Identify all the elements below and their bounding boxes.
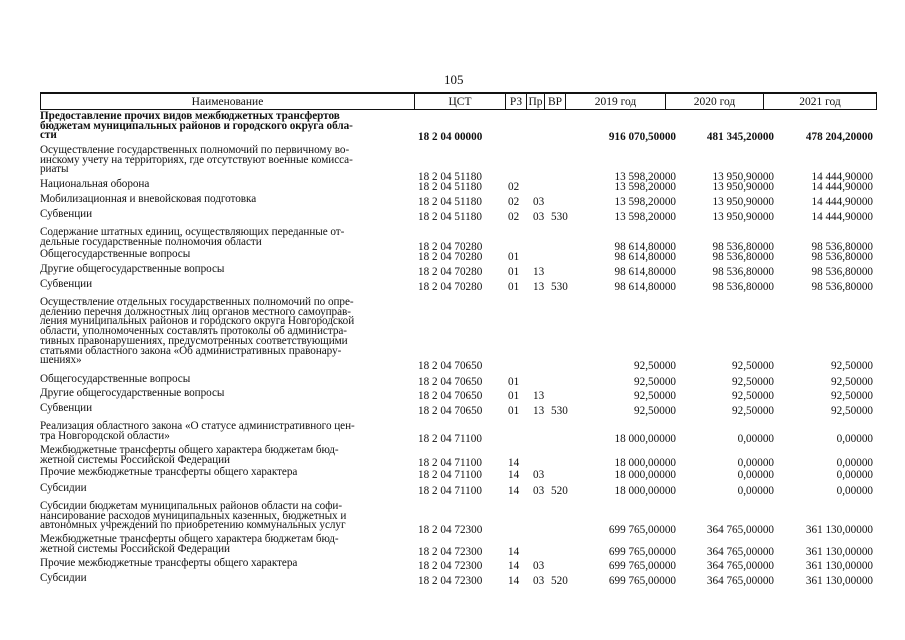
header-pr: Пр — [527, 93, 545, 110]
table-row — [40, 422, 876, 443]
row-rz: 01 — [508, 251, 520, 263]
row-year-2021: 92,50000 — [831, 390, 873, 402]
row-year-2020: 92,50000 — [732, 360, 774, 372]
row-year-2019: 699 765,00000 — [608, 560, 676, 572]
row-name: Субсидии — [40, 572, 87, 584]
row-year-2019: 699 765,00000 — [608, 546, 676, 558]
header-cst: ЦСТ — [415, 93, 506, 110]
row-year-2021: 98 536,80000 — [811, 251, 873, 263]
row-cst: 18 2 04 51180 — [418, 196, 482, 208]
row-year-2021: 92,50000 — [831, 376, 873, 388]
table-row — [40, 404, 876, 415]
row-name: Реализация областного закона «О статусе административного цен- тра Новгородской области» — [40, 420, 355, 442]
row-rz: 01 — [508, 390, 520, 402]
row-name: Предоставление прочих видов межбюджетных трансфертов бюджетам муниципальных районов и городского округа обла- сти — [40, 110, 353, 142]
row-cst: 18 2 04 70650 — [418, 376, 483, 388]
row-name: Другие общегосударственные вопросы — [40, 263, 225, 275]
row-rz: 14 — [508, 457, 520, 469]
row-cst: 18 2 04 70280 — [418, 241, 483, 253]
row-cst: 18 2 04 71100 — [418, 433, 482, 445]
row-cst: 18 2 04 70650 — [418, 405, 483, 417]
row-year-2021: 361 130,00000 — [805, 524, 873, 536]
row-pr: 03 — [533, 196, 545, 208]
header-name: Наименование — [41, 93, 415, 110]
row-rz: 14 — [508, 485, 520, 497]
row-pr: 03 — [533, 560, 545, 572]
header-rz: РЗ — [506, 93, 527, 110]
row-rz: 14 — [508, 560, 520, 572]
row-year-2020: 92,50000 — [732, 390, 774, 402]
row-cst: 18 2 04 72300 — [418, 524, 483, 536]
row-name: Прочие межбюджетные трансферты общего характера — [40, 557, 298, 569]
row-name: Субсидии бюджетам муниципальных районов области на софи- нансирование расходов муниципальных казенных, бюджетных и автономных учреждений по приобретению коммунальных услуг — [40, 500, 347, 532]
row-year-2020: 92,50000 — [732, 405, 774, 417]
row-pr: 03 — [533, 575, 545, 587]
row-year-2021: 361 130,00000 — [805, 575, 873, 587]
table-row — [40, 265, 876, 276]
row-cst: 18 2 04 70280 — [418, 281, 483, 293]
row-cst: 18 2 04 72300 — [418, 575, 483, 587]
row-rz: 14 — [508, 546, 520, 558]
row-rz: 14 — [508, 469, 520, 481]
row-name: Мобилизационная и вневойсковая подготовка — [40, 193, 257, 205]
row-year-2019: 18 000,00000 — [614, 457, 676, 469]
row-year-2021: 92,50000 — [831, 405, 873, 417]
row-year-2020: 13 950,90000 — [712, 171, 774, 183]
header-2021: 2021 год — [764, 93, 877, 110]
row-year-2020: 98 536,80000 — [712, 281, 774, 293]
row-rz: 02 — [508, 181, 520, 193]
row-year-2019: 18 000,00000 — [614, 433, 676, 445]
row-name: Субвенции — [40, 278, 93, 290]
row-year-2020: 481 345,20000 — [706, 131, 774, 143]
row-name: Общегосударственные вопросы — [40, 248, 191, 260]
row-cst: 18 2 04 51180 — [418, 211, 482, 223]
row-pr: 03 — [533, 211, 545, 223]
row-year-2020: 98 536,80000 — [712, 266, 774, 278]
table-row — [40, 446, 876, 467]
row-year-2021: 14 444,90000 — [811, 211, 873, 223]
row-cst: 18 2 04 72300 — [418, 546, 483, 558]
header-vr: ВР — [545, 93, 566, 110]
row-name: Общегосударственные вопросы — [40, 373, 191, 385]
table-row — [40, 389, 876, 400]
row-year-2019: 98 614,80000 — [614, 251, 676, 263]
row-cst: 18 2 04 71100 — [418, 469, 482, 481]
row-cst: 18 2 04 51180 — [418, 171, 482, 183]
row-year-2020: 98 536,80000 — [712, 251, 774, 263]
row-cst: 18 2 04 71100 — [418, 485, 482, 497]
row-year-2019: 18 000,00000 — [614, 469, 676, 481]
row-name: Другие общегосударственные вопросы — [40, 387, 225, 399]
row-cst: 18 2 04 70650 — [418, 360, 483, 372]
row-year-2020: 364 765,00000 — [706, 546, 774, 558]
header-2020: 2020 год — [666, 93, 764, 110]
row-vr: 530 — [551, 281, 568, 293]
row-year-2020: 13 950,90000 — [712, 211, 774, 223]
row-year-2020: 13 950,90000 — [712, 196, 774, 208]
row-rz: 14 — [508, 575, 520, 587]
row-year-2020: 98 536,80000 — [712, 241, 774, 253]
row-year-2021: 92,50000 — [831, 360, 873, 372]
row-name: Субсидии — [40, 482, 87, 494]
table-row — [40, 559, 876, 570]
row-vr: 520 — [551, 575, 568, 587]
row-year-2020: 364 765,00000 — [706, 560, 774, 572]
row-cst: 18 2 04 70280 — [418, 251, 483, 263]
row-cst: 18 2 04 51180 — [418, 181, 482, 193]
row-year-2020: 0,00000 — [737, 457, 774, 469]
row-cst: 18 2 04 00000 — [418, 131, 483, 143]
row-year-2021: 98 536,80000 — [811, 241, 873, 253]
row-year-2019: 92,50000 — [634, 360, 676, 372]
row-year-2021: 98 536,80000 — [811, 266, 873, 278]
row-name: Осуществление государственных полномочий по первичному во- инскому учету на территориях, где отсутствуют военные комисса- риаты — [40, 144, 353, 176]
row-pr: 13 — [533, 390, 545, 402]
table-row — [40, 250, 876, 261]
table-row — [40, 298, 876, 370]
row-year-2020: 0,00000 — [737, 469, 774, 481]
row-name: Прочие межбюджетные трансферты общего характера — [40, 466, 298, 478]
row-year-2020: 364 765,00000 — [706, 575, 774, 587]
row-year-2021: 361 130,00000 — [805, 560, 873, 572]
row-pr: 03 — [533, 485, 545, 497]
row-year-2019: 699 765,00000 — [608, 575, 676, 587]
table-row — [40, 210, 876, 221]
row-year-2020: 0,00000 — [737, 485, 774, 497]
table-row — [40, 112, 876, 141]
row-year-2019: 98 614,80000 — [614, 241, 676, 253]
row-name: Содержание штатных единиц, осуществляющих переданные от- дельные государственные полномочия области — [40, 226, 345, 248]
row-rz: 01 — [508, 266, 520, 278]
row-name: Осуществление отдельных государственных полномочий по опре- делению перечня должностных лиц органов местного самоуправ- ления муниципальных районов и городского округа Новгородской области, уполномоченных составлять протоколы об администра- тивных правонарушениях, предусмотренных соответствующими статьями областного закона «Об административных правонару- шениях» — [40, 296, 355, 367]
row-year-2020: 13 950,90000 — [712, 181, 774, 193]
row-pr: 03 — [533, 469, 545, 481]
table-row — [40, 574, 876, 585]
row-year-2021: 98 536,80000 — [811, 281, 873, 293]
row-year-2021: 14 444,90000 — [811, 171, 873, 183]
row-rz: 01 — [508, 281, 520, 293]
row-name: Субвенции — [40, 402, 93, 414]
row-year-2019: 916 070,50000 — [608, 131, 676, 143]
page-number: 105 — [444, 72, 464, 87]
row-cst: 18 2 04 72300 — [418, 560, 483, 572]
header-2019: 2019 год — [566, 93, 666, 110]
row-year-2021: 478 204,20000 — [805, 131, 873, 143]
row-name: Национальная оборона — [40, 178, 150, 190]
row-vr: 530 — [551, 211, 568, 223]
table-row — [40, 195, 876, 206]
row-year-2021: 0,00000 — [836, 485, 873, 497]
row-rz: 01 — [508, 376, 520, 388]
row-year-2020: 92,50000 — [732, 376, 774, 388]
table-row — [40, 502, 876, 534]
table-row — [40, 468, 876, 479]
row-rz: 01 — [508, 405, 520, 417]
row-name: Субвенции — [40, 208, 93, 220]
row-year-2021: 0,00000 — [836, 469, 873, 481]
row-year-2019: 13 598,20000 — [614, 196, 676, 208]
row-year-2019: 699 765,00000 — [608, 524, 676, 536]
table-row — [40, 484, 876, 495]
table-row — [40, 146, 876, 181]
row-cst: 18 2 04 71100 — [418, 457, 482, 469]
row-year-2021: 361 130,00000 — [805, 546, 873, 558]
row-year-2019: 92,50000 — [634, 390, 676, 402]
row-year-2021: 14 444,90000 — [811, 196, 873, 208]
row-year-2021: 0,00000 — [836, 457, 873, 469]
table-row — [40, 280, 876, 291]
row-year-2019: 92,50000 — [634, 405, 676, 417]
table-row — [40, 535, 876, 556]
row-pr: 13 — [533, 281, 545, 293]
row-year-2021: 14 444,90000 — [811, 181, 873, 193]
row-cst: 18 2 04 70280 — [418, 266, 483, 278]
row-year-2020: 0,00000 — [737, 433, 774, 445]
row-year-2019: 13 598,20000 — [614, 211, 676, 223]
row-year-2019: 13 598,20000 — [614, 181, 676, 193]
row-name: Межбюджетные трансферты общего характера бюджетам бюд- жетной системы Российской Федерации — [40, 533, 339, 555]
row-year-2019: 18 000,00000 — [614, 485, 676, 497]
table-row — [40, 375, 876, 386]
row-year-2020: 364 765,00000 — [706, 524, 774, 536]
row-year-2019: 92,50000 — [634, 376, 676, 388]
row-pr: 13 — [533, 405, 545, 417]
row-year-2019: 98 614,80000 — [614, 266, 676, 278]
row-vr: 530 — [551, 405, 568, 417]
row-vr: 520 — [551, 485, 568, 497]
table-row — [40, 180, 876, 191]
row-pr: 13 — [533, 266, 545, 278]
row-rz: 02 — [508, 211, 520, 223]
row-year-2019: 13 598,20000 — [614, 171, 676, 183]
row-year-2021: 0,00000 — [836, 433, 873, 445]
row-rz: 02 — [508, 196, 520, 208]
row-cst: 18 2 04 70650 — [418, 390, 483, 402]
row-year-2019: 98 614,80000 — [614, 281, 676, 293]
row-name: Межбюджетные трансферты общего характера бюджетам бюд- жетной системы Российской Федерации — [40, 444, 339, 466]
